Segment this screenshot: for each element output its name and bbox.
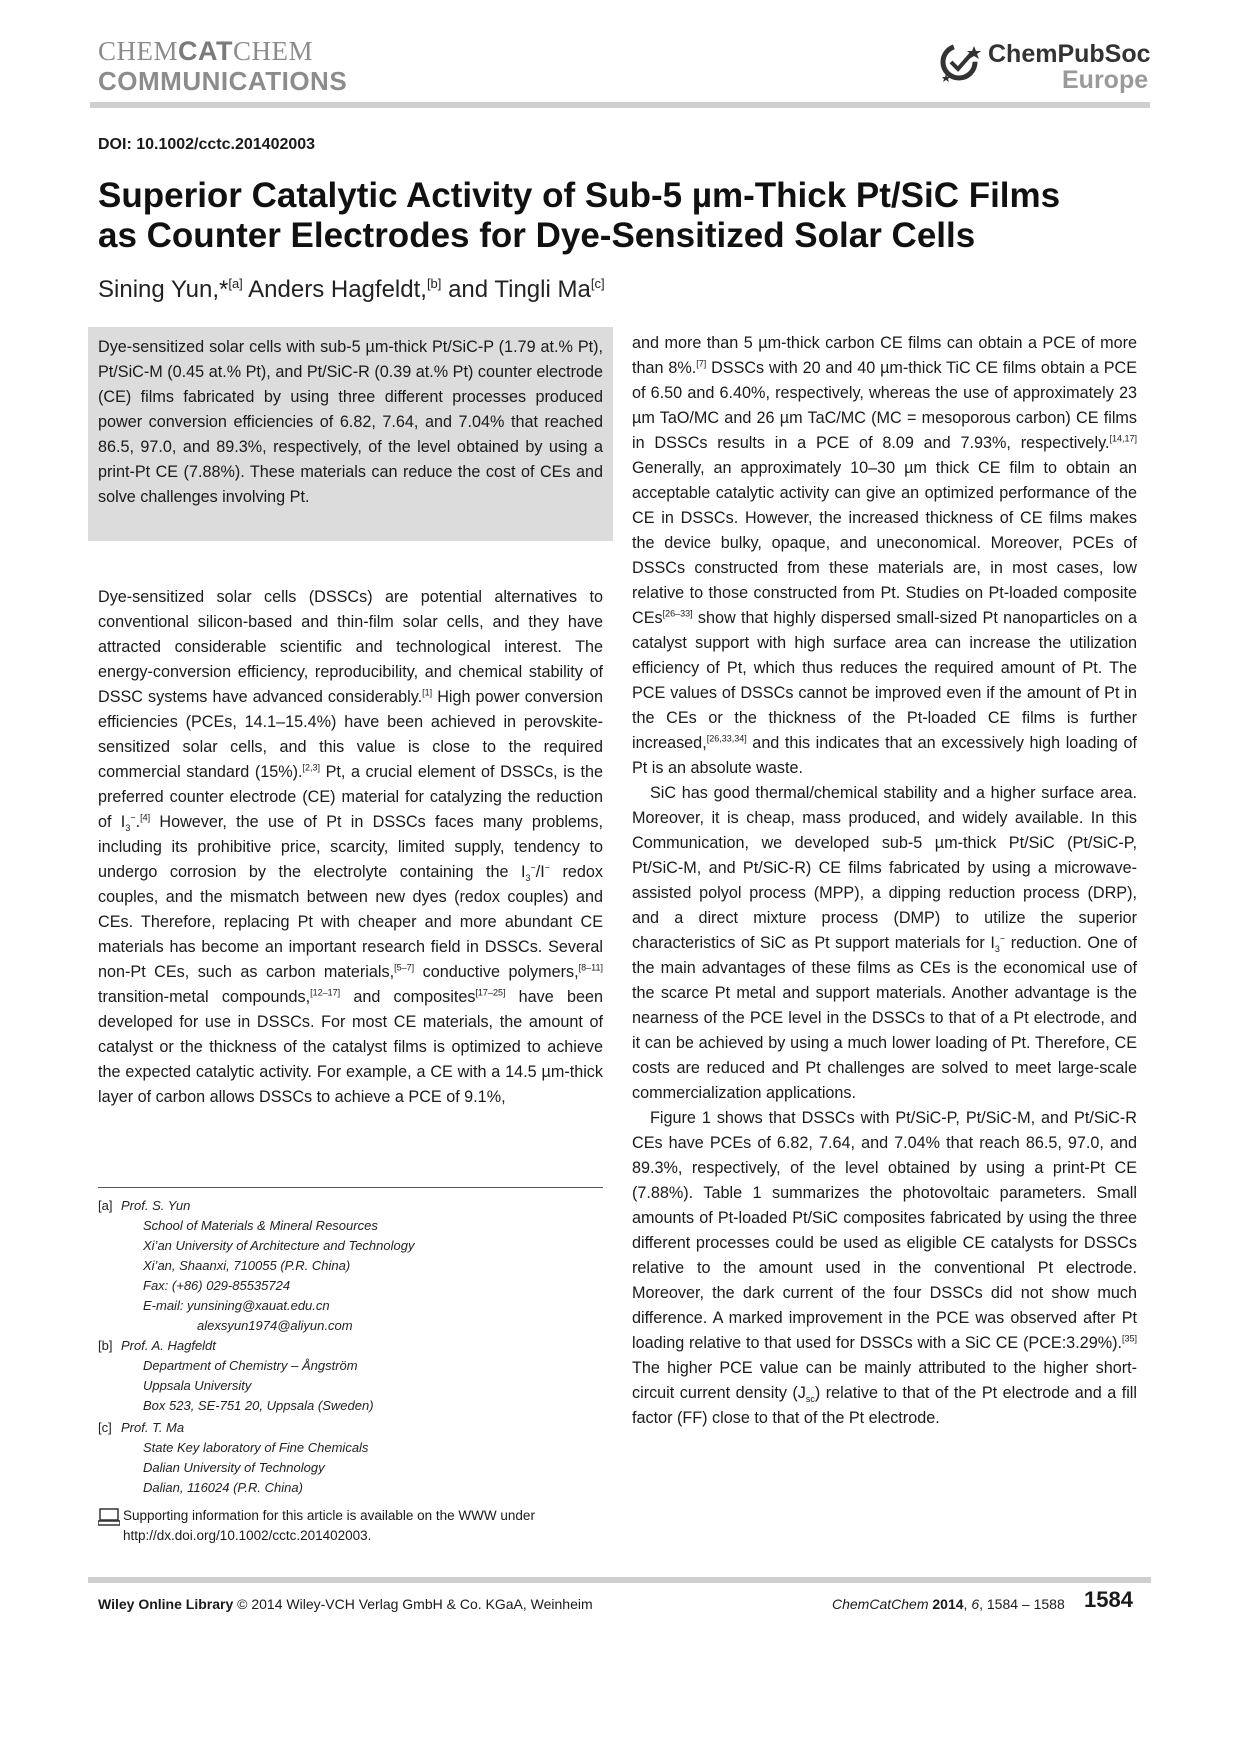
footer-copyright: Wiley Online Library © 2014 Wiley-VCH Verlag GmbH & Co. KGaA, Weinheim [98, 1596, 593, 1612]
affiliation-a: [a] Prof. S. Yun School of Materials & Mineral Resources Xi’an University of Architecture and Technology Xi’an, Shaanxi, 710055 (P.R. China) Fax: (+86) 029-85535724 E-mail: yunsining@xauat.edu.cn alexsyun1974@aliyun.com [98, 1198, 415, 1333]
header-divider [90, 102, 1150, 108]
chempubsoc-logo-icon [938, 40, 984, 86]
body-left-column [98, 585, 603, 1110]
supporting-info-link[interactable]: http://dx.doi.org/10.1002/cctc.201402003. [123, 1528, 372, 1543]
paragraph: SiC has good thermal/chemical stability and a higher surface area. Moreover, it is cheap, mass produced, and widely available. In this Communication, we developed sub-5 µm-thick Pt/SiC (Pt/SiC-P, Pt/SiC-M, and Pt/SiC-R) CE films fabricated by using a microwave-assisted polyol process (MPP), a dipping reduction process (DRP), and a direct mixture process (DMP) to utilize the superior characteristics of SiC as Pt support materials for $I_3^-$ reduction. One of the main advantages of these films as CEs is the economical use of the scarce Pt metal and support materials. Another advantage is the nearness of the PCE level in the DSSCs to that of a Pt electrode, and it can be achieved by using a much lower loading of Pt. Therefore, CE costs are reduced and Pt challenges are solved to meet large-scale commercialization applications. [632, 784, 1137, 1102]
page-number: 1584 [1084, 1587, 1133, 1612]
computer-icon [98, 1508, 120, 1526]
paragraph: Dye-sensitized solar cells (DSSCs) are potential alternatives to conventional silicon-based and thin-film solar cells, and they have attracted considerable scientific and technological interest. The energy-conversion efficiency, reproducibility, and chemical stability of DSSC systems have advanced considerably.[1] High power conversion efficiencies (PCEs, 14.1–15.4%) have been achieved in perovskite-sensitized solar cells, and this value is close to the required commercial standard (15%).[2,3] Pt, a crucial element of DSSCs, is the preferred counter electrode (CE) material for catalyzing the reduction of $I_3^-.[4]$ However, the use of Pt in DSSCs faces many problems, including its prohibitive price, scarcity, limited supply, tendency to undergo corrosion by the electrolyte containing the $I_3^-/I^-$ redox couples, and the mismatch between new dyes (redox couples) and CEs. Therefore, replacing Pt with cheaper and more abundant CE materials has become an important research field in DSSCs. Several non-Pt CEs, such as carbon materials,[5–7] conductive polymers,[8–11] transition-metal compounds,[12–17] and composites[17–25] have been developed for use in DSSCs. For most CE materials, the amount of catalyst or the thickness of the catalyst films is optimized to achieve the expected catalytic activity. For example, a CE with a 14.5 µm-thick layer of carbon allows DSSCs to achieve a PCE of 9.1%, [98, 588, 604, 1106]
paragraph: Figure 1 shows that DSSCs with Pt/SiC-P, Pt/SiC-M, and Pt/SiC-R CEs have PCEs of 6.82, 7.64, and 7.04% that reach 86.5, 97.0, and 89.3%, respectively, of the level obtained by using a print-Pt CE (7.88%). Table 1 summarizes the photovoltaic parameters. Small amounts of Pt-loaded Pt/SiC composites fabricated by using the three different processes could be used as eligible CE catalysts for DSSCs relative to the amount used in the conventional Pt electrode. Moreover, the dark current of the four DSSCs did not show much difference. A marked improvement in the PCE was observed after Pt loading relative to that used for DSSCs with a SiC CE (PCE:3.29%).[35] The higher PCE value can be mainly attributed to the higher short-circuit current density $(J_{sc})$ relative to that of the Pt electrode and a fill factor (FF) close to that of the Pt electrode. [632, 1109, 1138, 1427]
affiliation-b: [b] Prof. A. Hagfeldt Department of Chemistry – Ångström Uppsala University Box 523, SE-751 20, Uppsala (Sweden) [98, 1338, 374, 1413]
footer-divider [88, 1577, 1151, 1583]
footnote-divider [98, 1187, 603, 1188]
section-label: COMMUNICATIONS [98, 66, 348, 96]
doi: DOI: 10.1002/cctc.201402003 [98, 136, 316, 153]
paragraph: and more than 5 µm-thick carbon CE films can obtain a PCE of more than 8%.[7] DSSCs with 20 and 40 µm-thick TiC CE films obtain a PCE of 6.50 and 6.40%, respectively, whereas the use of approximately 23 µm TaO/MC and 26 µm TaC/MC (MC = mesoporous carbon) CE films in DSSCs results in a PCE of 8.09 and 7.93%, respectively.[14,17] Generally, an approximately 10–30 µm thick CE film to obtain an acceptable catalytic activity can give an optimized performance of the CE in DSSCs. However, the increased thickness of CE films makes the device bulky, opaque, and uneconomical. Moreover, PCEs of DSSCs constructed from these materials are, in most cases, low relative to those constructed from Pt. Studies on Pt-loaded composite CEs[26–33] show that highly dispersed small-sized Pt nanoparticles on a catalyst support with high surface area can increase the utilization efficiency of Pt, which thus reduces the required amount of Pt. The PCE values of DSSCs cannot be improved even if the amount of Pt in the CEs or the thickness of the Pt-loaded CE films is further increased,[26,33,34] and this indicates that an excessively high loading of Pt is an absolute waste. [632, 334, 1137, 777]
affiliation-c: [c] Prof. T. Ma State Key laboratory of Fine Chemicals Dalian University of Technology Dalian, 116024 (P.R. China) [98, 1420, 369, 1495]
article-title: Superior Catalytic Activity of Sub-5 µm-Thick Pt/SiC Films as Counter Electrodes for Dye-Sensitized Solar Cells [98, 176, 1061, 255]
journal-name: CHEMCATCHEM [98, 36, 314, 66]
abstract: Dye-sensitized solar cells with sub-5 µm-thick Pt/SiC-P (1.79 at.% Pt), Pt/SiC-M (0.45 at.% Pt), and Pt/SiC-R (0.39 at.% Pt) counter electrode (CE) films fabricated by using three different processes produced power conversion efficiencies of 6.82, 7.64, and 7.04% that reached 86.5, 97.0, and 89.3%, respectively, of the level obtained by using a print-Pt CE (7.88%). These materials can reduce the cost of CEs and solve challenges involving Pt. [88, 327, 613, 541]
body-right-column [632, 331, 1137, 1431]
publisher-name: ChemPubSoc [988, 40, 1151, 68]
footer-citation: ChemCatChem 2014, 6, 1584 – 1588 [832, 1596, 1065, 1612]
publisher-region: Europe [1062, 66, 1149, 94]
author-list: Sining Yun,*[a] Anders Hagfeldt,[b] and Tingli Ma[c] [98, 276, 605, 303]
